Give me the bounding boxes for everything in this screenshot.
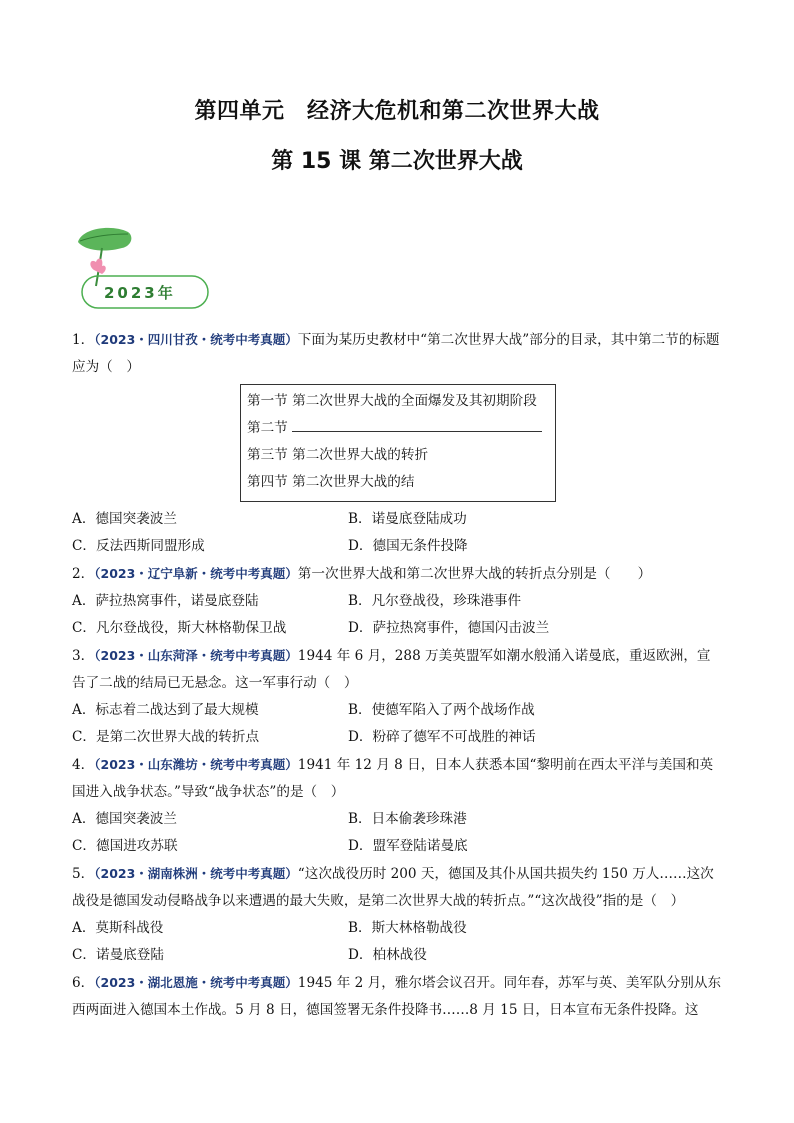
- question-source: （2023・湖南株洲・统考中考真题）: [94, 866, 298, 881]
- question-4: [72, 751, 724, 806]
- toc-line: 第二节: [247, 415, 549, 442]
- option-d: D．柏林战役: [348, 947, 427, 963]
- question-number: 2．: [72, 566, 95, 582]
- question-number: 6．: [72, 975, 95, 991]
- option-a: A．萨拉热窝事件，诺曼底登陆: [72, 593, 259, 609]
- year-label: 2023年: [104, 284, 176, 302]
- option-c: C．诺曼底登陆: [72, 947, 164, 963]
- question-number: 5．: [72, 866, 95, 882]
- options: [72, 806, 724, 860]
- question-stem: “这次战役历时 200 天，德国及其仆从国共损失约 150 万人……这次战役是德国发动侵略战争以来遭遇的最大失败，是第二次世界大战的转折点。”“这次战役”指的是（ ）: [72, 866, 714, 909]
- option-c: C．德国进攻苏联: [72, 838, 178, 854]
- question-source: （2023・四川甘孜・统考中考真题）: [94, 332, 298, 347]
- option-c: C．凡尔登战役，斯大林格勒保卫战: [72, 620, 287, 636]
- options: [72, 588, 724, 642]
- option-c: C．反法西斯同盟形成: [72, 538, 205, 554]
- toc-line: 第三节 第二次世界大战的转折: [247, 447, 429, 463]
- options: [72, 506, 724, 560]
- question-1: [72, 326, 724, 381]
- option-d: D．萨拉热窝事件，德国闪击波兰: [348, 620, 550, 636]
- question-source: （2023・山东潍坊・统考中考真题）: [94, 757, 298, 772]
- question-source: （2023・辽宁阜新・统考中考真题）: [94, 566, 298, 581]
- question-source: （2023・山东菏泽・统考中考真题）: [94, 648, 298, 663]
- question-3: [72, 642, 724, 697]
- option-d: D．德国无条件投降: [348, 538, 468, 554]
- question-stem: 1941 年 12 月 8 日，日本人获悉本国“黎明前在西太平洋与美国和英国进入战争状态。”导致“战争状态”的是（ ）: [72, 757, 714, 800]
- option-d: D．盟军登陆诺曼底: [348, 838, 468, 854]
- answer-blank: [292, 417, 542, 432]
- option-b: B．使德军陷入了两个战场作战: [348, 702, 535, 718]
- toc-line: 第一节 第二次世界大战的全面爆发及其初期阶段: [247, 393, 537, 409]
- options: [72, 915, 724, 969]
- option-b: B．斯大林格勒战役: [348, 920, 467, 936]
- year-badge: [72, 222, 222, 312]
- question-5: [72, 860, 724, 915]
- unit-title: 第四单元 经济大危机和第二次世界大战: [194, 99, 600, 124]
- question-number: 1．: [72, 332, 95, 348]
- option-a: A．标志着二战达到了最大规模: [72, 702, 259, 718]
- question-number: 4．: [72, 757, 95, 773]
- question-stem: 1945 年 2 月，雅尔塔会议召开。同年春，苏军与英、美军队分别从东西两面进入德国本土作战。5 月 8 日，德国签署无条件投降书……8 月 15 日，日本宣布无条件投降。这: [72, 975, 722, 1018]
- option-b: B．诺曼底登陆成功: [348, 511, 467, 527]
- question-stem: 下面为某历史教材中“第二次世界大战”部分的目录，其中第二节的标题应为（ ）: [72, 332, 720, 375]
- toc-box: [240, 384, 556, 502]
- option-b: B．凡尔登战役，珍珠港事件: [348, 593, 522, 609]
- question-stem: 1944 年 6 月，288 万美英盟军如潮水般涌入诺曼底，重返欧洲，宣告了二战的结局已无悬念。这一军事行动（ ）: [72, 648, 711, 691]
- question-2: [72, 560, 724, 588]
- lesson-title: 第 15 课 第二次世界大战: [271, 149, 523, 174]
- option-c: C．是第二次世界大战的转折点: [72, 729, 260, 745]
- option-d: D．粉碎了德军不可战胜的神话: [348, 729, 536, 745]
- question-source: （2023・湖北恩施・统考中考真题）: [94, 975, 298, 990]
- option-a: A．德国突袭波兰: [72, 511, 177, 527]
- question-stem: 第一次世界大战和第二次世界大战的转折点分别是（ ）: [297, 566, 652, 582]
- question-6: [72, 969, 724, 1024]
- option-b: B．日本偷袭珍珠港: [348, 811, 467, 827]
- question-list: [72, 326, 724, 1024]
- question-number: 3．: [72, 648, 95, 664]
- option-a: A．莫斯科战役: [72, 920, 164, 936]
- toc-line: 第四节 第二次世界大战的结: [247, 474, 415, 490]
- option-a: A．德国突袭波兰: [72, 811, 177, 827]
- options: [72, 697, 724, 751]
